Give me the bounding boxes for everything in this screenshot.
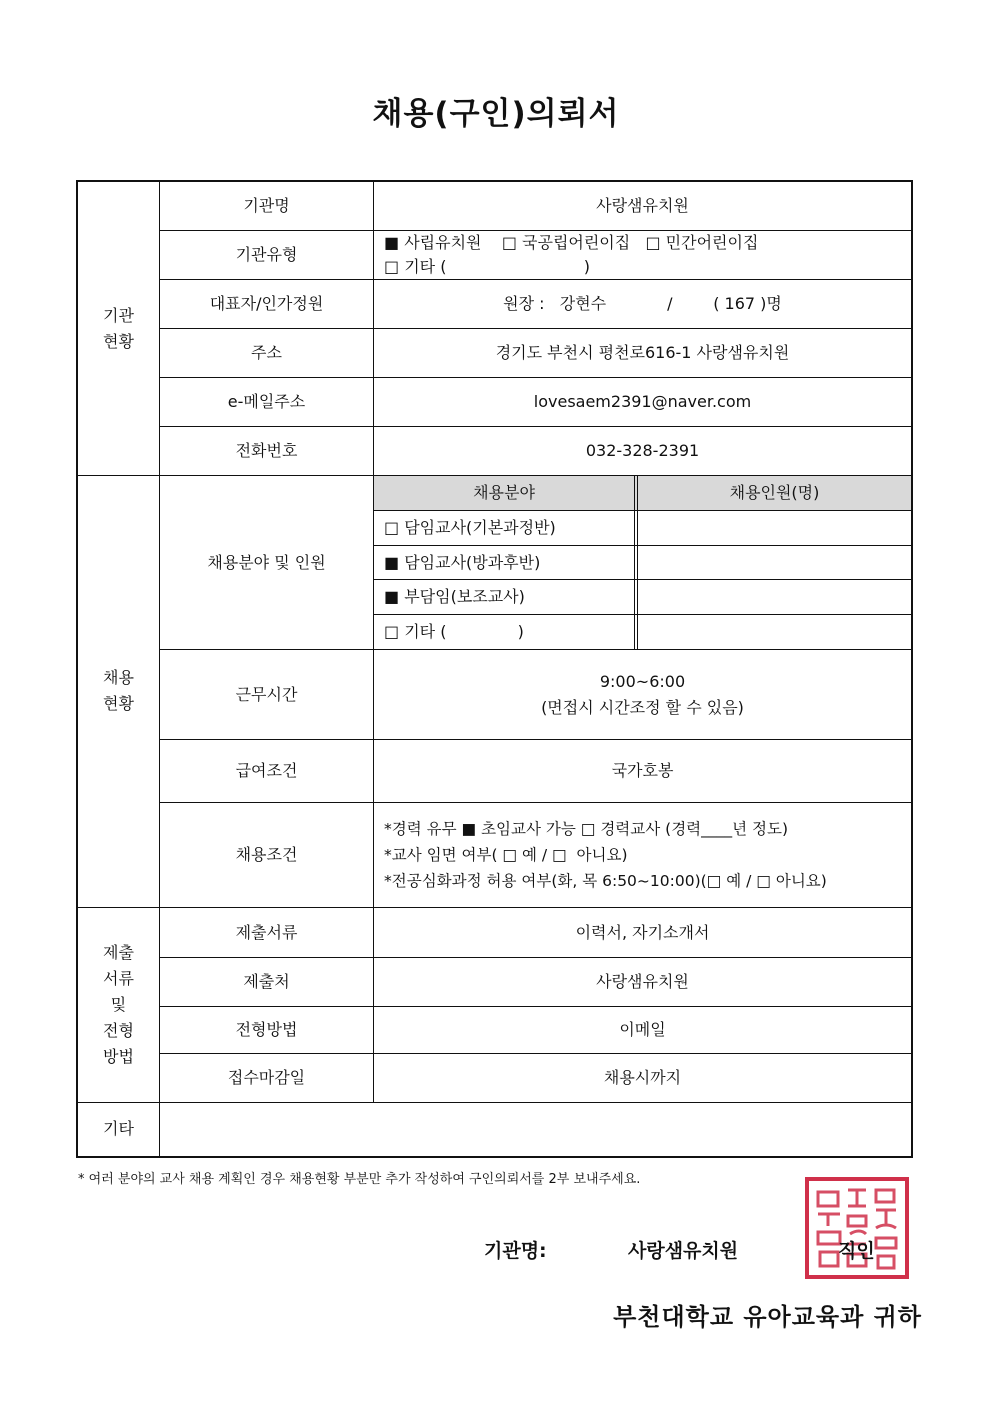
section-hiring-status [78, 475, 159, 907]
footnote: * 여러 분야의 교사 채용 계획인 경우 채용현황 부분만 추가 작성하여 구인의뢰서를 2부 보내주세요. [78, 1172, 641, 1187]
seal-word: 직인 [838, 1240, 875, 1262]
official-seal-icon [804, 1176, 910, 1280]
phone-value: 032-328-2391 [585, 441, 700, 460]
etc-value [160, 1103, 911, 1156]
email-value: lovesaem2391@naver.com [533, 392, 752, 411]
signature-label: 기관명: [484, 1240, 547, 1262]
header-field: 채용분야 [473, 483, 535, 502]
address-value: 경기도 부천시 평천로616-1 사랑샘유치원 [495, 343, 790, 362]
document-title: 채용(구인)의뢰서 [372, 96, 620, 132]
section-etc: 기타 [103, 1119, 134, 1138]
hours-value [374, 650, 911, 739]
form-table [76, 180, 913, 1158]
field-assistant: ■ 부담임(보조교사) [384, 587, 525, 606]
condition-line-appointment: *교사 임면 여부( □ 예 / □ 아니요) [384, 846, 628, 864]
org-name-value: 사랑샘유치원 [596, 196, 689, 215]
pay-value: 국가호봉 [611, 761, 674, 780]
org-type-line1: ■ 사립유치원 □ 국공립어린이집 □ 민간어린이집 [384, 233, 759, 252]
field-other: □ 기타 ( ) [384, 622, 524, 641]
section-hiring-line2: 현황 [103, 694, 134, 713]
deadline-label: 접수마감일 [227, 1068, 306, 1087]
org-name-label: 기관명 [243, 196, 290, 215]
submit-to-value: 사랑샘유치원 [596, 972, 689, 991]
hours-label: 근무시간 [235, 684, 298, 704]
section-docs-method: 제출 서류 및 전형 방법 [103, 942, 134, 1066]
section-hiring-line1: 채용 [103, 668, 134, 687]
org-type-label: 기관유형 [235, 245, 298, 264]
docs-label: 제출서류 [235, 922, 298, 942]
deadline-value: 채용시까지 [603, 1068, 682, 1087]
field-homeroom-basic: □ 담임교사(기본과정반) [384, 518, 556, 537]
condition-line-experience: *경력 유무 ■ 초임교사 가능 □ 경력교사 (경력____년 정도) [384, 820, 789, 838]
method-label: 전형방법 [235, 1020, 298, 1039]
method-value: 이메일 [619, 1020, 666, 1039]
field-homeroom-afterschool: ■ 담임교사(방과후반) [384, 552, 541, 572]
submit-to-label: 제출처 [243, 972, 290, 991]
pay-label: 급여조건 [235, 761, 298, 780]
email-label: e-메일주소 [227, 392, 306, 411]
addressee: 부천대학교 유아교육과 귀하 [613, 1303, 922, 1331]
address-label: 주소 [251, 343, 282, 362]
section-org-line2: 현황 [103, 331, 134, 351]
org-type-line2: □ 기타 ( ) [384, 257, 591, 276]
representative-label: 대표자/인가정원 [209, 294, 324, 313]
section-org-line1: 기관 [103, 305, 134, 325]
hiring-field-label: 채용분야 및 인원 [207, 552, 326, 572]
signature-org-name: 사랑샘유치원 [628, 1240, 739, 1262]
docs-value: 이력서, 자기소개서 [575, 922, 710, 942]
hours-line1: 9:00~6:00 [599, 671, 686, 691]
phone-label: 전화번호 [235, 441, 298, 460]
section-org-status [78, 182, 159, 475]
conditions-label: 채용조건 [235, 845, 298, 864]
org-type-options [374, 231, 911, 279]
conditions-value [374, 803, 911, 907]
condition-line-advanced-course: *전공심화과정 허용 여부(화, 목 6:50~10:00)(□ 예 / □ 아니요) [384, 872, 827, 890]
hours-line2: (면접시 시간조정 할 수 있음) [541, 697, 744, 717]
header-count: 채용인원(명) [729, 483, 820, 502]
representative-value: 원장 : 강현수 / ( 167 )명 [503, 294, 782, 313]
